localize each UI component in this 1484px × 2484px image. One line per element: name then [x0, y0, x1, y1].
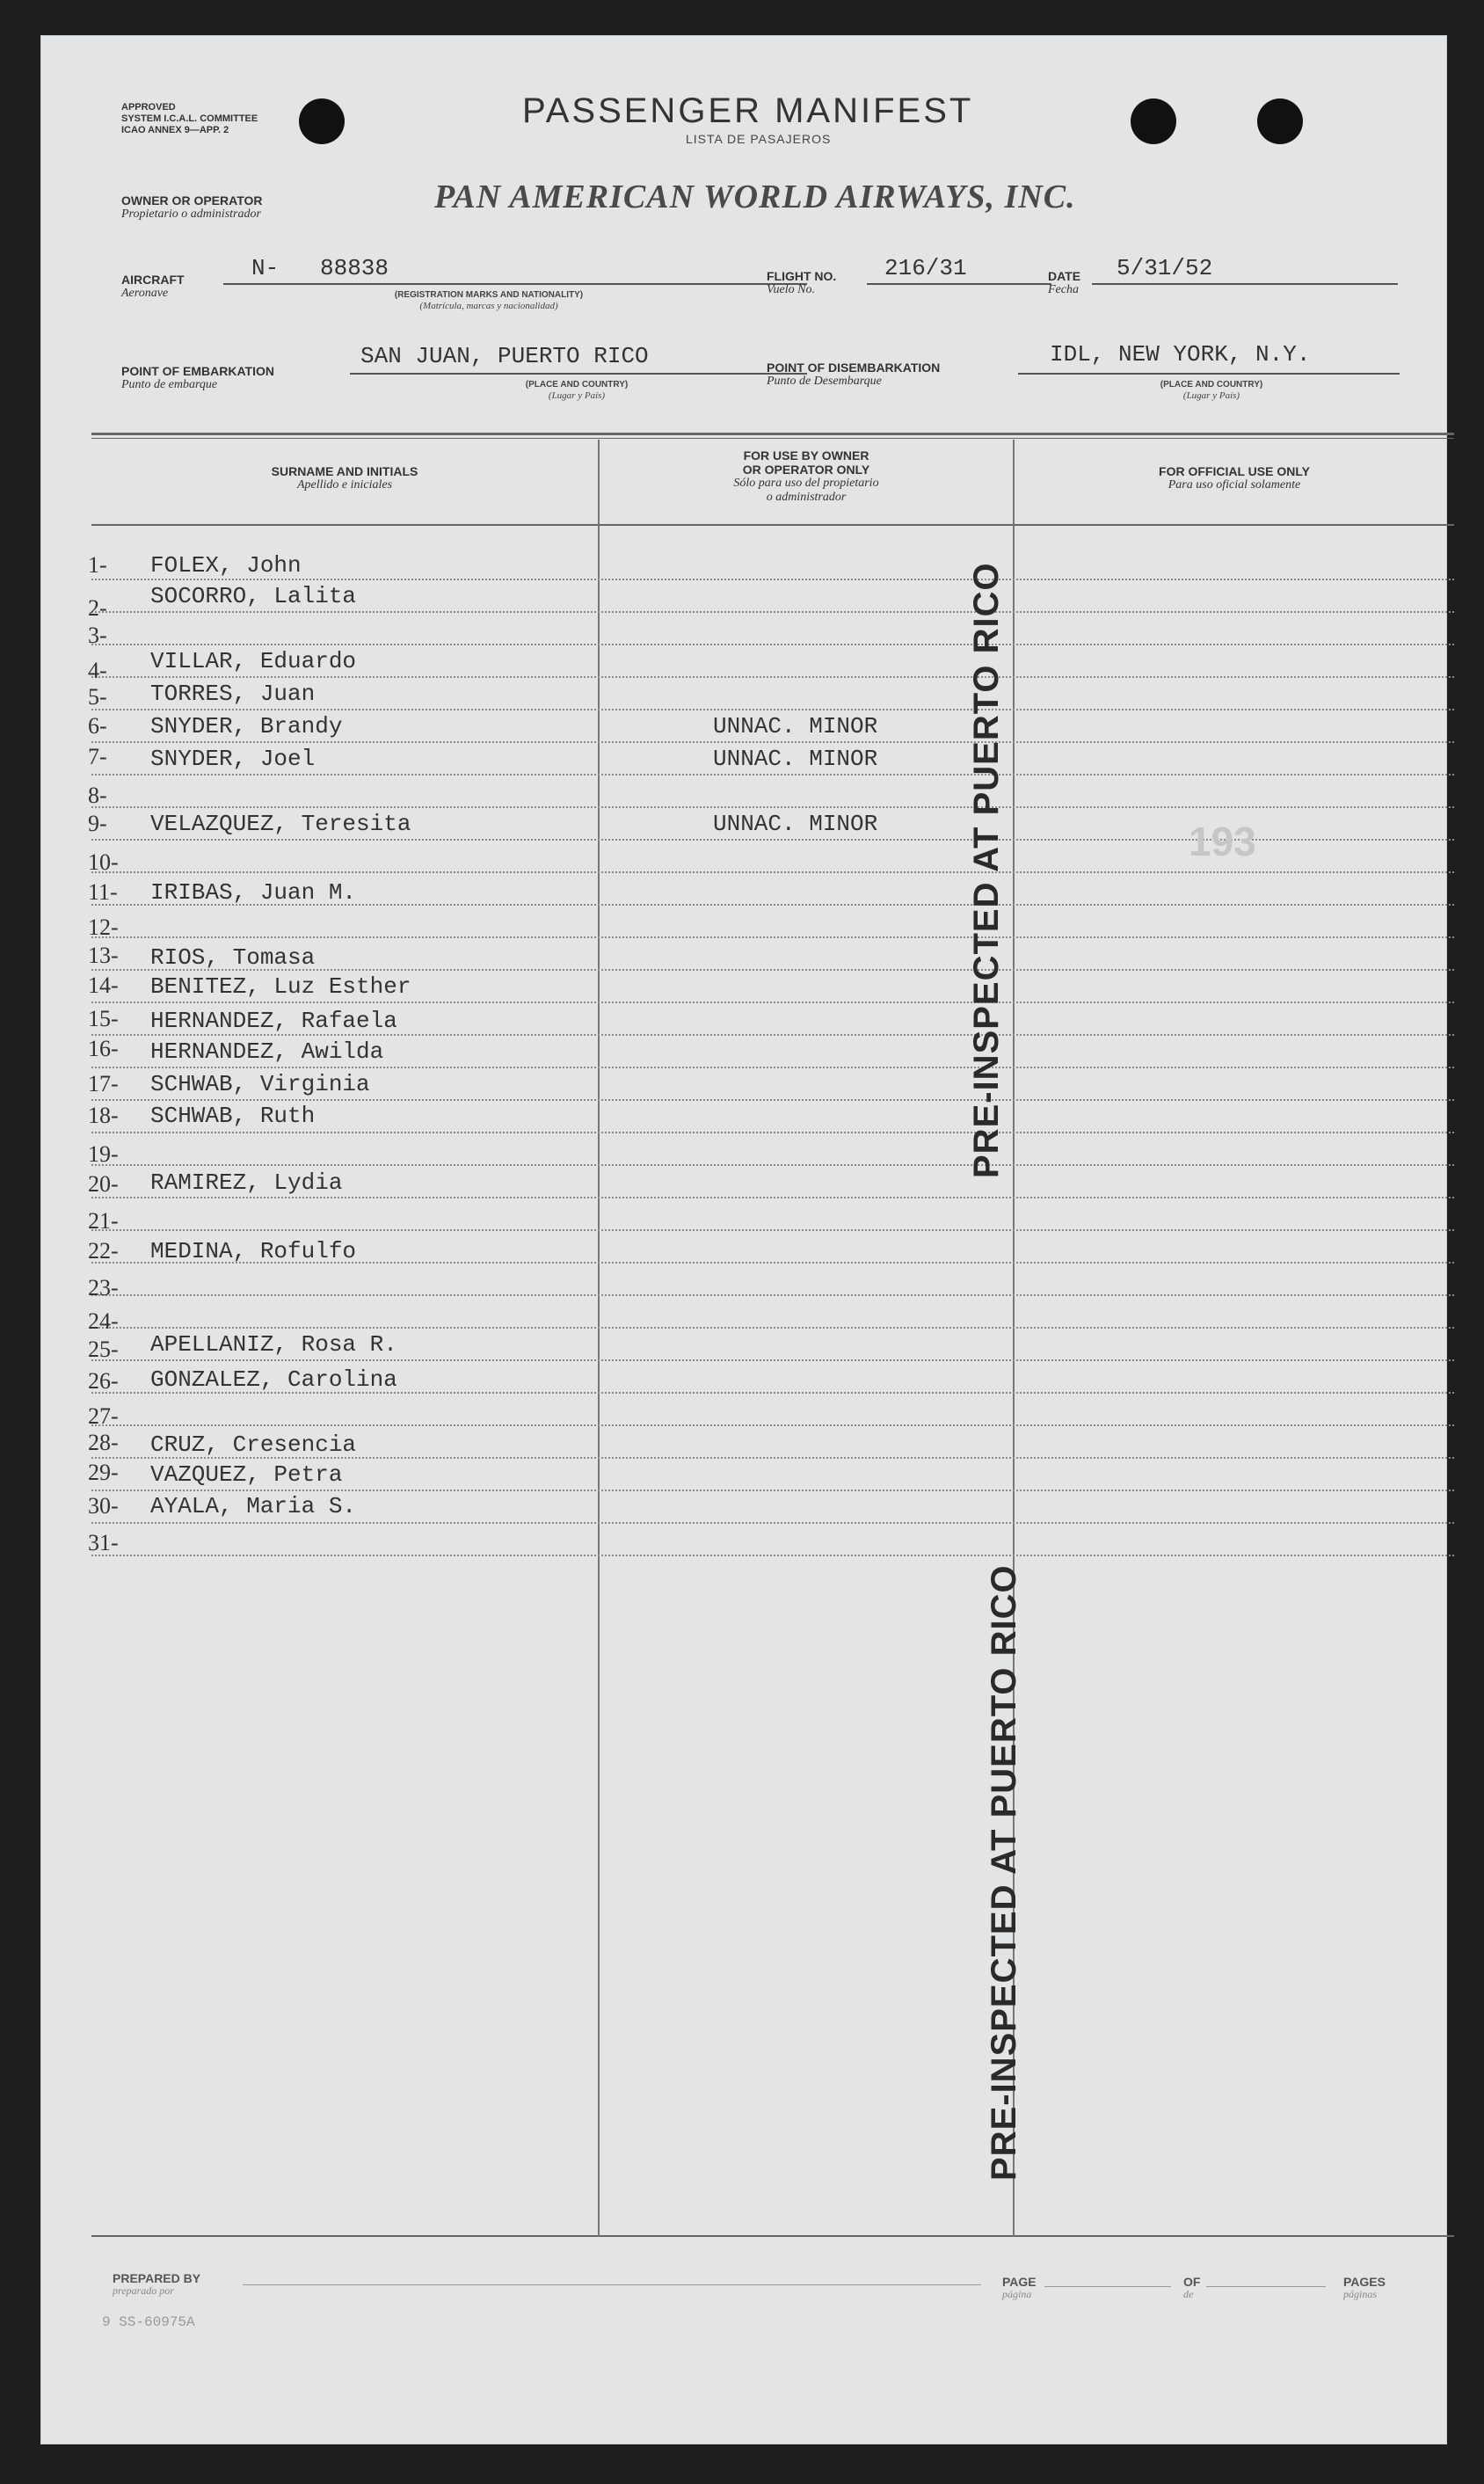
row-number: 24- [88, 1308, 119, 1334]
table-top-rule [91, 433, 1454, 435]
prepared-by-underline [243, 2284, 981, 2285]
aircraft-underline [223, 283, 807, 285]
place-caption-es: (Lugar y País) [1182, 390, 1240, 401]
approval-line: APPROVED [121, 102, 176, 113]
passenger-name: RIOS, Tomasa [150, 944, 316, 971]
row-number: 23- [88, 1275, 119, 1300]
passenger-name: MEDINA, Rofulfo [150, 1238, 357, 1264]
row-number: 6- [88, 713, 107, 739]
passenger-name: SOCORRO, Lalita [150, 583, 357, 609]
row-rule [91, 775, 1454, 808]
column-header-official-es: Para uso oficial solamente [1168, 478, 1301, 492]
aircraft-label-es: Aeronave [121, 287, 169, 300]
row-rule [91, 1133, 1454, 1166]
disembarkation-label-es: Punto de Desembarque [767, 375, 882, 388]
row-number: 25- [88, 1337, 119, 1362]
pages-label-en: PAGES [1343, 2275, 1386, 2289]
flight-no-label [767, 269, 836, 297]
row-number: 8- [88, 783, 107, 808]
owner-label-es: Propietario o administrador [121, 208, 261, 221]
approval-block [121, 102, 258, 136]
punch-hole-left [299, 98, 345, 144]
column-header-operator-l2: OR OPERATOR ONLY [742, 463, 870, 477]
column-header-operator-es2: o administrador [766, 491, 847, 504]
flight-number: 216/31 [884, 255, 967, 281]
of-label [1183, 2276, 1200, 2300]
row-rule [91, 1198, 1454, 1231]
passenger-name: SCHWAB, Ruth [150, 1103, 316, 1129]
row-number: 17- [88, 1071, 119, 1096]
column-header-surname-en: SURNAME AND INITIALS [271, 464, 418, 478]
row-number: 5- [88, 684, 107, 710]
disembarkation-underline [1018, 373, 1400, 375]
disembarkation-label-en: POINT OF DISEMBARKATION [767, 361, 941, 375]
page-subtitle: LISTA DE PASAJEROS [686, 132, 832, 146]
page-label-en: PAGE [1002, 2275, 1037, 2289]
row-number: 7- [88, 744, 107, 769]
row-number: 27- [88, 1403, 119, 1429]
date-label-es: Fecha [1048, 283, 1079, 296]
pages-label [1343, 2276, 1386, 2300]
row-number: 29- [88, 1460, 119, 1485]
row-number: 13- [88, 943, 119, 968]
row-number: 20- [88, 1171, 119, 1197]
row-number: 18- [88, 1103, 119, 1128]
pages-label-es: páginas [1343, 2288, 1378, 2300]
aircraft-label [121, 273, 185, 301]
aircraft-prefix: N- [251, 255, 280, 281]
passenger-name: SNYDER, Joel [150, 746, 316, 772]
row-number: 2- [88, 595, 107, 621]
column-header-operator-l1: FOR USE BY OWNER [743, 448, 869, 463]
row-rule [91, 1523, 1454, 1556]
passenger-name: HERNANDEZ, Rafaela [150, 1008, 397, 1034]
passenger-name: GONZALEZ, Carolina [150, 1366, 397, 1393]
registration-caption-es: (Matrícula, marcas y nacionalidad) [419, 301, 558, 311]
passenger-name: FOLEX, John [150, 552, 302, 579]
column-header-surname-es: Apellido e iniciales [296, 478, 393, 492]
passenger-name: APELLANIZ, Rosa R. [150, 1331, 397, 1358]
of-label-en: OF [1183, 2275, 1201, 2289]
owner-label [121, 193, 263, 222]
flight-date: 5/31/52 [1117, 255, 1213, 281]
embarkation-underline [350, 373, 807, 375]
place-caption-en: (PLACE AND COUNTRY) [1160, 380, 1263, 390]
page-title: PASSENGER MANIFEST [522, 91, 974, 130]
row-number: 14- [88, 972, 119, 998]
manifest-sheet [40, 35, 1447, 2444]
row-rule [91, 1263, 1454, 1296]
place-caption-es: (Lugar y País) [548, 390, 606, 401]
passenger-name: SCHWAB, Virginia [150, 1071, 370, 1097]
row-rule [91, 1393, 1454, 1426]
of-label-es: de [1183, 2288, 1194, 2300]
row-number: 28- [88, 1430, 119, 1455]
aircraft-registration: 88838 [320, 255, 389, 281]
row-number: 3- [88, 623, 107, 648]
prepared-by-label [113, 2272, 200, 2297]
passenger-name: AYALA, Maria S. [150, 1493, 357, 1519]
passenger-name: SNYDER, Brandy [150, 713, 343, 739]
registration-caption-en: (REGISTRATION MARKS AND NATIONALITY) [394, 290, 584, 300]
of-underline [1206, 2286, 1326, 2287]
page-underline [1044, 2286, 1171, 2287]
row-rule [91, 612, 1454, 645]
operator-note: UNNAC. MINOR [713, 713, 878, 739]
passenger-name: RAMIREZ, Lydia [150, 1169, 343, 1196]
date-underline [1092, 283, 1398, 285]
official-mark: 193 [1189, 819, 1256, 864]
row-number: 22- [88, 1238, 119, 1264]
row-rule [91, 905, 1454, 938]
row-number: 9- [88, 811, 107, 836]
row-rule [91, 1295, 1454, 1329]
column-header-operator [600, 448, 1013, 505]
flight-no-label-es: Vuelo No. [767, 283, 815, 296]
row-number: 16- [88, 1036, 119, 1061]
preinspection-stamp-lower: PRE-INSPECTED AT PUERTO RICO [985, 1564, 1023, 2181]
row-number: 15- [88, 1006, 119, 1031]
passenger-name: VELAZQUEZ, Teresita [150, 811, 411, 837]
row-number: 26- [88, 1368, 119, 1394]
flight-no-underline [867, 283, 1051, 285]
passenger-name: HERNANDEZ, Awilda [150, 1038, 384, 1065]
approval-line: SYSTEM I.C.A.L. COMMITTEE [121, 113, 258, 124]
row-number: 11- [88, 879, 118, 905]
column-header-surname [91, 464, 598, 492]
row-number: 21- [88, 1208, 119, 1234]
table-header-rule [91, 524, 1454, 526]
passenger-name: CRUZ, Cresencia [150, 1431, 357, 1458]
punch-hole-right [1257, 98, 1303, 144]
preinspection-stamp-upper: PRE-INSPECTED AT PUERTO RICO [967, 562, 1006, 1178]
aircraft-label-en: AIRCRAFT [121, 273, 185, 287]
column-header-official [1015, 464, 1454, 492]
owner-label-en: OWNER OR OPERATOR [121, 193, 263, 208]
prepared-by-es: preparado por [113, 2284, 174, 2297]
row-number: 4- [88, 658, 107, 683]
prepared-by-en: PREPARED BY [113, 2271, 201, 2285]
disembarkation-caption [1115, 380, 1308, 401]
registration-caption [339, 290, 638, 311]
embarkation-point: SAN JUAN, PUERTO RICO [360, 343, 649, 369]
table-top-rule-2 [91, 438, 1454, 439]
date-label [1048, 269, 1080, 297]
row-number: 30- [88, 1493, 119, 1519]
page-label [1002, 2276, 1037, 2300]
passenger-name: BENITEZ, Luz Esther [150, 973, 411, 1000]
column-header-official-en: FOR OFFICIAL USE ONLY [1159, 464, 1310, 478]
date-label-en: DATE [1048, 269, 1081, 283]
operator-note: UNNAC. MINOR [713, 746, 878, 772]
embarkation-caption [480, 380, 673, 401]
operator-note: UNNAC. MINOR [713, 811, 878, 837]
approval-line: ICAO ANNEX 9—APP. 2 [121, 125, 229, 135]
disembarkation-point: IDL, NEW YORK, N.Y. [1050, 341, 1311, 368]
row-number: 10- [88, 849, 119, 875]
flight-no-label-en: FLIGHT NO. [767, 269, 837, 283]
table-bottom-rule [91, 2235, 1454, 2237]
embarkation-label [121, 364, 274, 392]
row-number: 19- [88, 1141, 119, 1167]
column-header-operator-es1: Sólo para uso del propietario [733, 477, 879, 490]
page-label-es: página [1002, 2288, 1032, 2300]
row-number: 1- [88, 552, 107, 578]
place-caption-en: (PLACE AND COUNTRY) [525, 380, 629, 390]
passenger-name: TORRES, Juan [150, 681, 316, 707]
passenger-name: VAZQUEZ, Petra [150, 1461, 343, 1488]
embarkation-label-en: POINT OF EMBARKATION [121, 364, 274, 378]
row-number: 12- [88, 914, 119, 940]
passenger-name: VILLAR, Eduardo [150, 648, 357, 674]
form-number: 9 SS-60975A [102, 2314, 195, 2330]
punch-hole-middle [1131, 98, 1176, 144]
passenger-name: IRIBAS, Juan M. [150, 879, 357, 906]
disembarkation-label [767, 361, 940, 389]
embarkation-label-es: Punto de embarque [121, 378, 218, 391]
row-number: 31- [88, 1530, 119, 1555]
carrier-name: PAN AMERICAN WORLD AIRWAYS, INC. [434, 178, 1076, 215]
